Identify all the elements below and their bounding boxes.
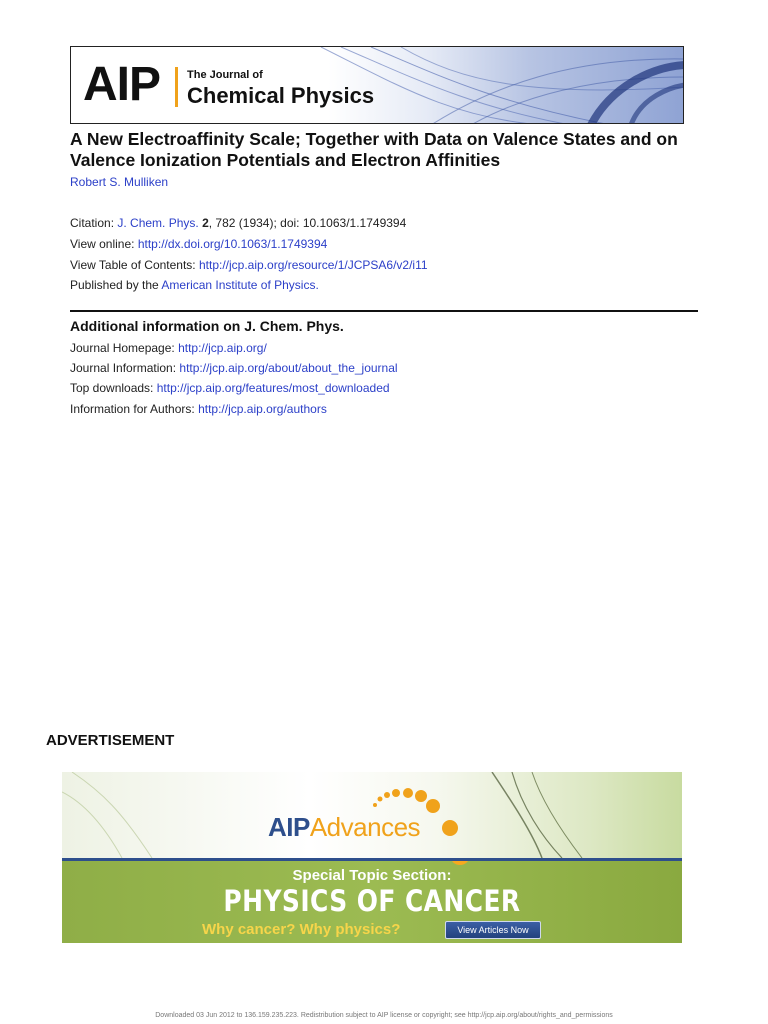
special-topic-label: Special Topic Section: — [292, 867, 452, 884]
info-label: Information for Authors: — [70, 402, 195, 416]
view-toc-label: View Table of Contents: — [70, 258, 196, 272]
top-downloads-link[interactable]: http://jcp.aip.org/features/most_downloaded — [156, 381, 390, 395]
journal-information-link[interactable]: http://jcp.aip.org/about/about_the_journal — [179, 361, 398, 375]
advances-brand: Advances — [309, 812, 421, 842]
article-title: A New Electroaffinity Scale; Together with Data on Valence States and on Valence Ionization Potentials and Electron Affinities — [70, 129, 678, 170]
published-by-line — [70, 278, 319, 292]
journal-homepage-link[interactable]: http://jcp.aip.org/ — [178, 341, 267, 355]
advertisement-label: ADVERTISEMENT — [46, 732, 175, 749]
info-label: Top downloads: — [70, 381, 154, 395]
view-online-line — [70, 237, 327, 251]
download-footer: Downloaded 03 Jun 2012 to 136.159.235.223. Redistribution subject to AIP license or copyright; see http://jcp.aip.org/about/rights_and_permissions — [155, 1012, 613, 1019]
published-by-label: Published by the — [70, 278, 159, 292]
info-label: Journal Homepage: — [70, 341, 175, 355]
logo-divider — [175, 67, 178, 107]
info-line-journal-info — [70, 361, 398, 375]
publisher-link[interactable]: American Institute of Physics. — [161, 278, 319, 292]
additional-info-heading: Additional information on J. Chem. Phys. — [70, 318, 344, 334]
view-online-link[interactable]: http://dx.doi.org/10.1063/1.1749394 — [137, 237, 328, 251]
citation-volume: 2 — [202, 216, 209, 230]
view-toc-link[interactable]: http://jcp.aip.org/resource/1/JCPSA6/v2/i11 — [198, 258, 428, 272]
view-online-label: View online: — [70, 237, 135, 251]
citation-label: Citation: — [70, 216, 115, 230]
info-label: Journal Information: — [70, 361, 177, 375]
citation-details: , 782 (1934); doi: 10.1063/1.1749394 — [208, 216, 407, 230]
view-articles-button[interactable]: View Articles Now — [445, 921, 541, 939]
info-line-top-downloads — [70, 381, 390, 395]
banner-wave-graphic — [71, 47, 684, 124]
info-line-homepage — [70, 341, 267, 355]
ad-top-panel — [62, 772, 682, 858]
aip-brand: AIP — [268, 812, 310, 842]
aip-advances-logo — [268, 812, 420, 843]
journal-banner — [70, 46, 684, 124]
author-link[interactable]: Robert S. Mulliken — [70, 175, 169, 189]
citation-journal-link[interactable]: J. Chem. Phys. — [117, 216, 199, 230]
ad-tagline: Why cancer? Why physics? — [202, 921, 401, 938]
info-line-authors — [70, 402, 327, 416]
advertisement-banner[interactable] — [62, 772, 682, 943]
aip-logo: AIP — [83, 58, 161, 111]
ad-headline: PHYSICS OF CANCER — [223, 884, 521, 918]
citation-line — [70, 216, 406, 230]
section-divider — [70, 310, 698, 312]
journal-name: Chemical Physics — [187, 83, 375, 108]
journal-of-label: The Journal of — [187, 69, 263, 81]
information-for-authors-link[interactable]: http://jcp.aip.org/authors — [198, 402, 327, 416]
view-toc-line — [70, 258, 428, 272]
